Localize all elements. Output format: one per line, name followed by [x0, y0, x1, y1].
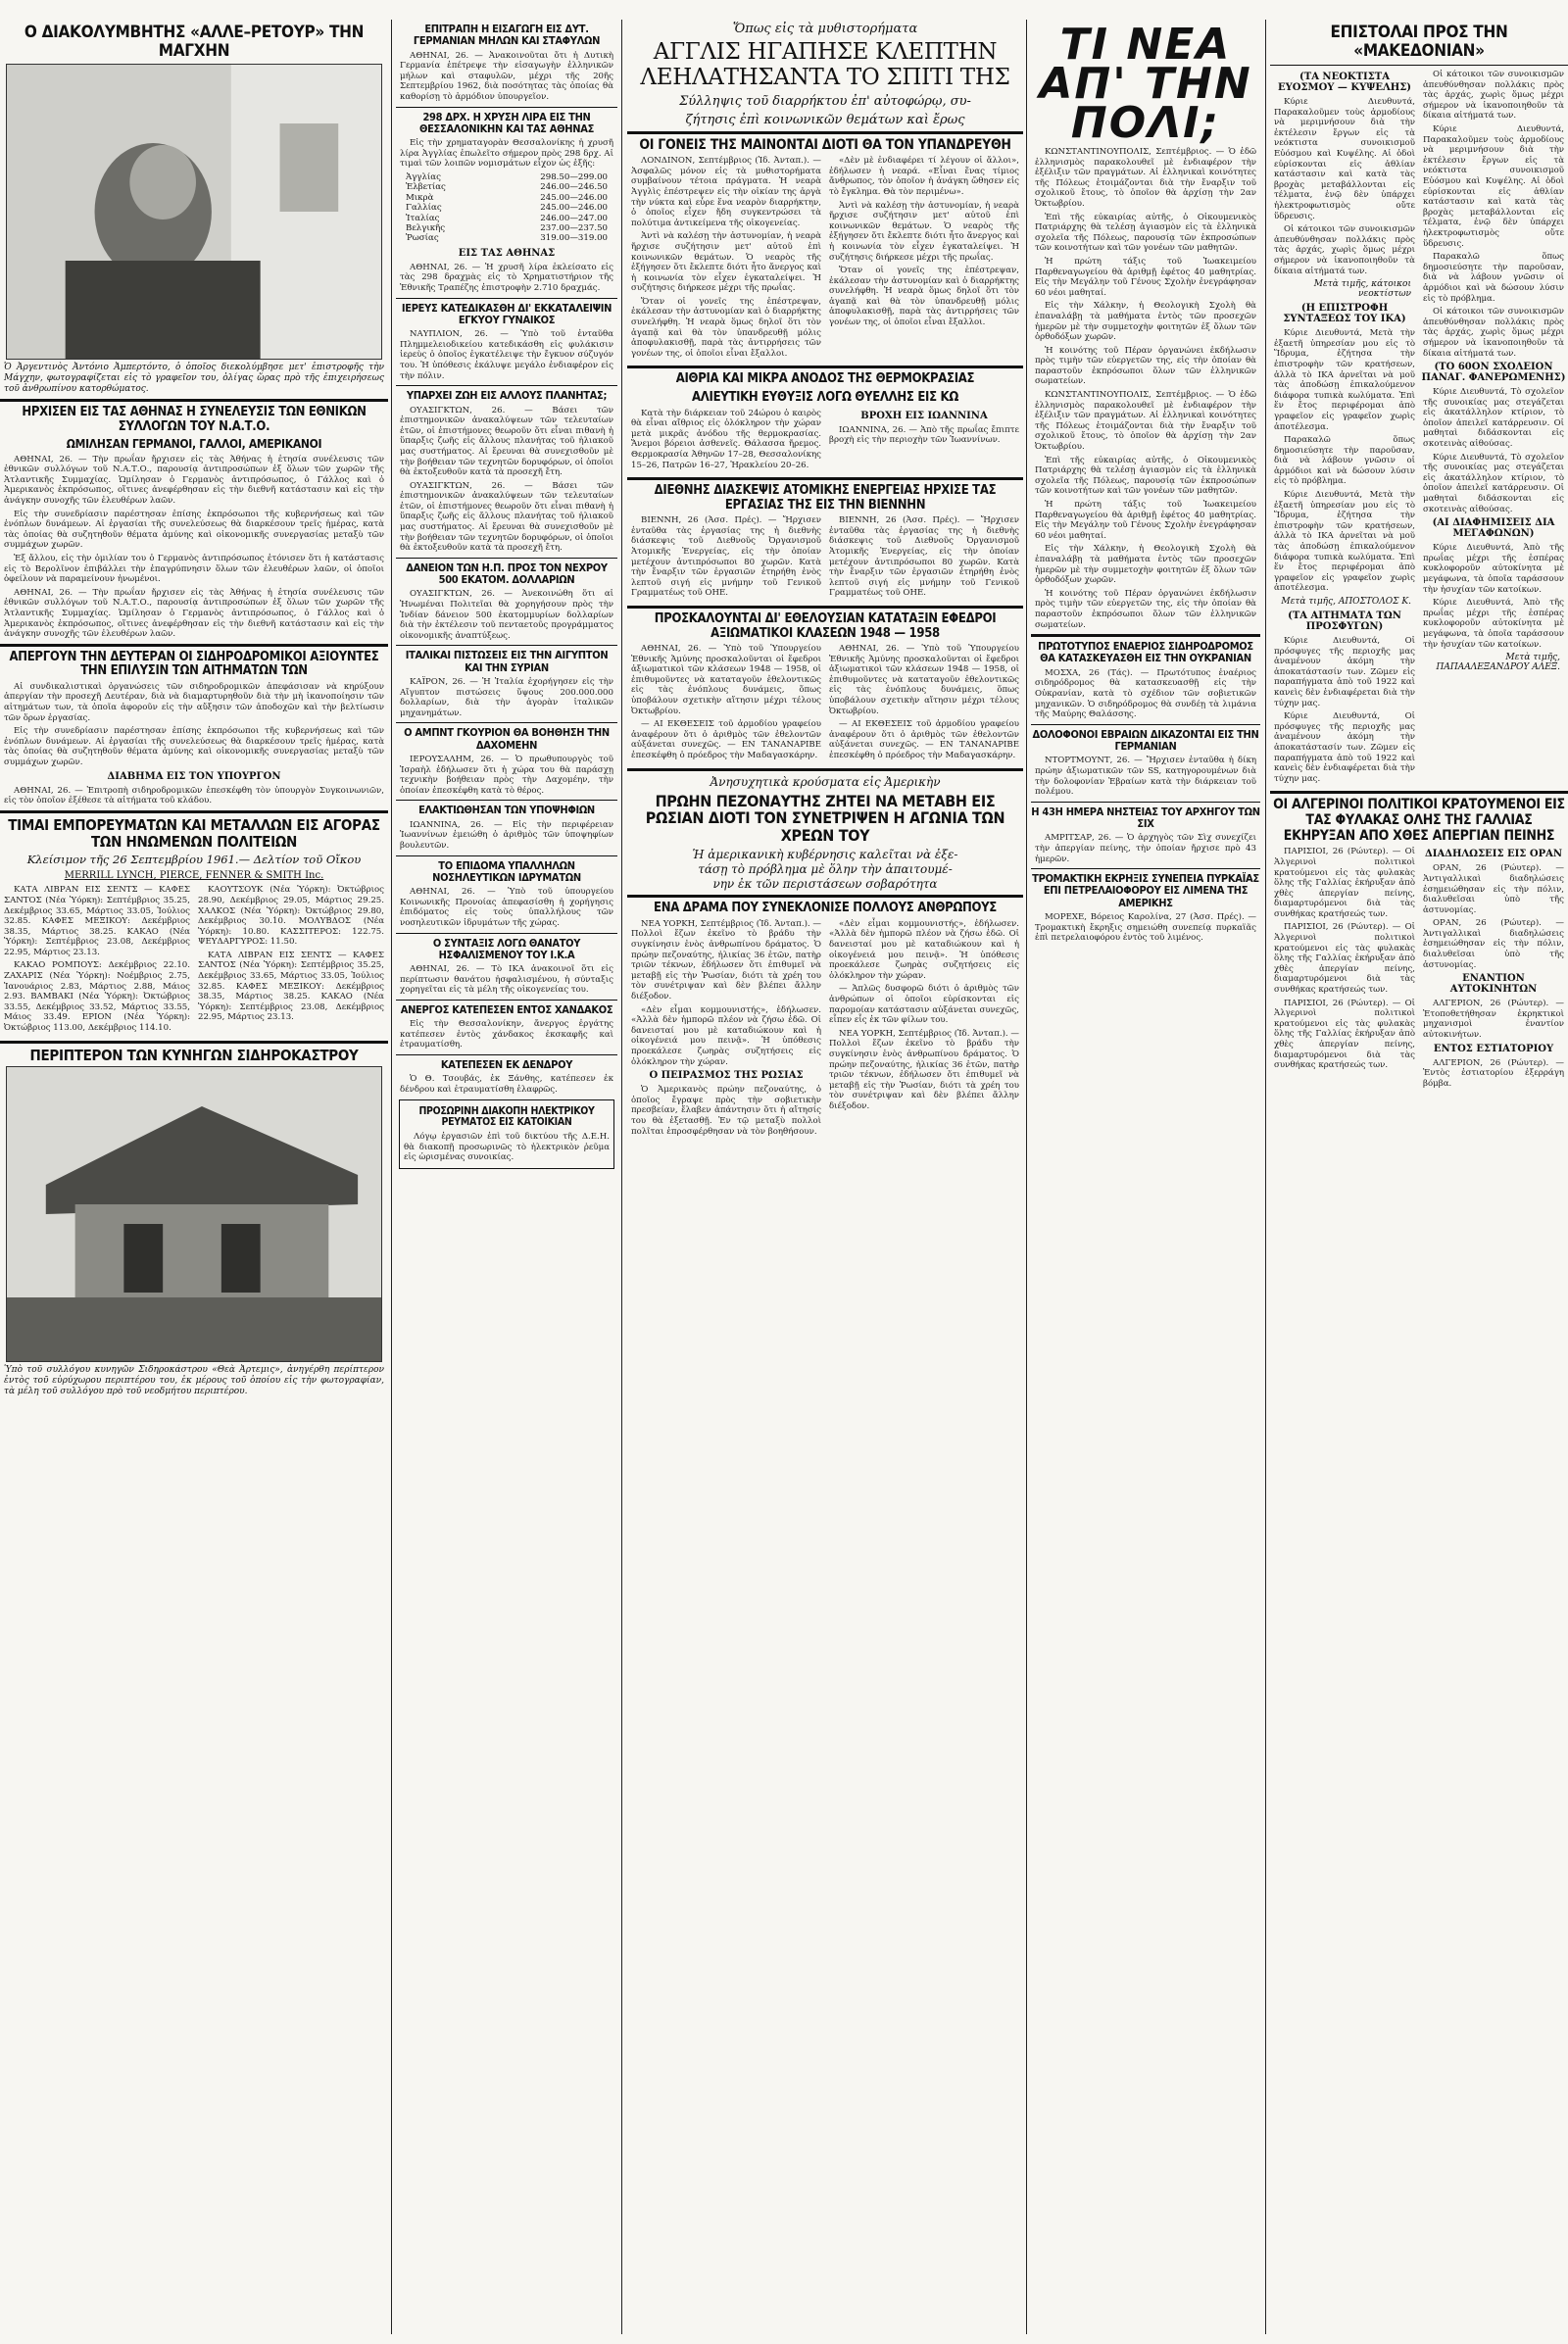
- article-paragraph: «Δὲν εἶμαι κομμουνιστής», ἐδήλωσεν. «Ἀλλὰ δὲν ἠμπορῶ πλέον νὰ ζήσω ἐδῶ. Οἱ δανεισταί μου μὲ καταδιώκουν καὶ ἡ οἰκογένειά μου πεινᾷ». Ἡ ὑπόθεσις προεκάλεσε ζωηρὰς συζητήσεις εἰς ὁλόκληρον τὴν χώραν.: [829, 918, 1019, 981]
- headline-candidates: ΕΛΑΚΤΙΩΘΗΣΑΝ ΤΩΝ ΥΠΟΨΗΦΙΩΝ: [418, 804, 595, 817]
- letter-paragraph: Κύριε Διευθυντά, Μετὰ τὴν ἐξαετῆ ὑπηρεσίαν μου εἰς τὸ Ἵδρυμα, ἐζήτησα τὴν ἐπιστροφὴν τῶν κρατήσεων, ἀλλὰ τὸ ΙΚΑ ἀρνεῖται νὰ μοῦ τὰς ἀποδώσῃ ἐπικαλούμενον διάφορα τυπικὰ κωλύματα. Ἐπὶ ἕν ἔτος περιφέρομαι ἀπὸ γραφεῖον εἰς γραφεῖον χωρὶς ἀποτέλεσμα.: [1274, 328, 1415, 432]
- article-paragraph: Ὁ Θ. Τσουβάς, ἐκ Ξάνθης, κατέπεσεν ἐκ δένδρου καὶ ἐτραυματίσθη ἐλαφρῶς.: [400, 1074, 613, 1095]
- article-paragraph: ΑΘΗΝΑΙ, 26. — Τὴν πρωΐαν ἤρχισεν εἰς τὰς Ἀθήνας ἡ ἐτησία συνέλευσις τῶν ἐθνικῶν συλλόγων τοῦ Ν.Α.Τ.Ο., παρουσίᾳ ἀντιπροσώπων ἐξ ὅλων τῶν χωρῶν τῆς Ἀτλαντικῆς Συμμαχίας. Ὡμίλησαν ὁ Γερμανὸς ἀντιπρόσωπος, ὁ Γάλλος καὶ ὁ Ἀμερικανὸς ἐκπρόσωπος, οἵτινες ἀνεφέρθησαν εἰς τὴν διεθνῆ κατάστασιν καὶ εἰς τὴν ἀνάγκην συνοχῆς τῶν ἐλευθέρων λαῶν.: [4, 454, 384, 506]
- headline-tree-fall: ΚΑΤΕΠΕΣΕΝ ΕΚ ΔΕΝΔΡΟΥ: [440, 1058, 573, 1072]
- headline-fishing: ΑΛΙΕΥΤΙΚΗ ΕΥΘΥΞΙΣ ΛΟΓΩ ΘΥΕΛΛΗΣ ΕΙΣ ΚΩ: [692, 390, 958, 405]
- letter-paragraph: Κύριε Διευθυντά, Ἀπὸ τῆς πρωΐας μέχρι τῆς ἑσπέρας κυκλοφοροῦν αὐτοκίνητα μὲ μεγάφωνα, τὰ ὁποῖα ταράσσουν τὴν ἡσυχίαν τῶν κατοίκων.: [1423, 543, 1564, 595]
- letter-paragraph: Κύριε Διευθυντά, Τὸ σχολεῖον τῆς συνοικίας μας στεγάζεται εἰς ἀκατάλληλον κτίριον, τὸ ὁποῖον ἀπειλεῖ κατάρρευσιν. Οἱ μαθηταὶ διδάσκονται εἰς σκοτεινὰς αἰθούσας.: [1423, 387, 1564, 450]
- column-5: [1270, 20, 1568, 2334]
- article-paragraph: Αἱ συνδικαλιστικαὶ ὀργανώσεις τῶν σιδηροδρομικῶν ἀπεφάσισαν νὰ κηρύξουν ἀπεργίαν τὴν προσεχῆ Δευτέραν, διὰ νὰ διαμαρτυρηθοῦν διὰ τὴν μὴ ἱκανοποίησιν τῶν αἰτημάτων των, τὰ ὁποῖα ἀφοροῦν εἰς τὴν αὔξησιν τῶν ἀποδοχῶν καὶ τὴν βελτίωσιν τῶν ὅρων ἐργασίας.: [4, 681, 384, 723]
- letter-paragraph: Παρακαλῶ ὅπως δημοσιεύσητε τὴν παροῦσαν, διὰ νὰ λάβουν γνῶσιν οἱ ἀρμόδιοι καὶ νὰ δώσουν λύσιν εἰς τὸ πρόβλημα.: [1423, 252, 1564, 304]
- headline-nato: ΗΡΧΙΣΕΝ ΕΙΣ ΤΑΣ ΑΘΗΝΑΣ Η ΣΥΝΕΛΕΥΣΙΣ ΤΩΝ ΕΘΝΙΚΩΝ ΣΥΛΛΟΓΩΝ ΤΟΥ Ν.Α.Τ.Ο.: [22, 405, 367, 434]
- headline-power-cut: ΠΡΟΣΩΡΙΝΗ ΔΙΑΚΟΠΗ ΗΛΕΚΤΡΙΚΟΥ ΡΕΥΜΑΤΟΣ ΕΙΣ ΚΑΤΟΙΚΙΑΝ: [418, 1104, 595, 1129]
- prices-paragraph: ΚΑΟΥΤΣΟΥΚ (Νέα Ὑόρκη): Ὀκτώβριος 28.90, Δεκέμβριος 29.05, Μάρτιος 29.25. ΧΑΛΚΟΣ (Νέα Ὑόρκη): Ὀκτώβριος 29.80, Δεκέμβριος 30.10. ΜΟΛΥΒΔΟΣ (Νέα Ὑόρκη): 10.80. ΚΑΣΣΙΤΕΡΟΣ: 122.75. ΨΕΥΔΑΡΓΥΡΟΣ: 11.50.: [198, 885, 384, 948]
- article-paragraph: Ἐξ ἄλλου, εἰς τὴν ὁμιλίαν του ὁ Γερμανὸς ἀντιπρόσωπος ἐτόνισεν ὅτι ἡ κατάστασις εἰς τὸ Βερολῖνον ἐπιβάλλει τὴν ἐπαγρύπνησιν ὅλων τῶν ἐλευθέρων λαῶν, οἱ ὁποῖοι ὀφείλουν νὰ παραμείνουν ἡνωμένοι.: [4, 553, 384, 585]
- article-paragraph: ΜΟΡΕΧΕ, Βόρειος Καρολίνα, 27 (Ἀσσ. Πρές). — Τρομακτικὴ ἔκρηξις σημειώθη συνεπείᾳ πυρκαϊᾶς ἐπὶ πετρελαιοφόρου ἐντὸς τοῦ λιμένος.: [1035, 912, 1256, 944]
- subhead-russia-3: νην ἐκ τῶν περιστάσεων σοβαρότητα: [712, 877, 938, 892]
- article-paragraph: Ὅταν οἱ γονεῖς της ἐπέστρεψαν, ἐκάλεσαν τὴν ἀστυνομίαν καὶ ὁ διαρρήκτης συνελήφθη. Ἡ νεαρὰ ὅμως δηλοῖ ὅτι τὸν ἀγαπᾷ καὶ θὰ τὸν ὑπανδρευθῇ μόλις ἀποφυλακισθῇ, παρὰ τὰς ἀντιρρήσεις τῶν γονέων της, οἱ ὁποῖοι εἶναι ἔξαλλοι.: [829, 266, 1019, 328]
- article-paragraph: ΑΘΗΝΑΙ, 26. — Ἡ χρυσῆ λίρα ἐκλείσατο εἰς τὰς 298 δραχμὰς εἰς τὸ Χρηματιστήριον τῆς Ἐθνικῆς Τραπέζης ἐπιστροφὴν 2.710 δραχμάς.: [400, 262, 613, 294]
- headline-loan: ΔΑΝΕΙΟΝ ΤΩΝ Η.Π. ΠΡΟΣ ΤΟΝ ΝΕΧΡΟΥ 500 ΕΚΑΤΟΜ. ΔΟΛΛΑΡΙΩΝ: [406, 561, 608, 587]
- subheading-temptation: Ο ΠΕΙΡΑΣΜΟΣ ΤΗΣ ΡΩΣΙΑΣ: [649, 1070, 804, 1082]
- headline-trial-germany: ΔΟΛΟΦΟΝΟΙ ΕΒΡΑΙΩΝ ΔΙΚΑΖΟΝΤΑΙ ΕΙΣ ΤΗΝ ΓΕΡΜΑΝΙΑΝ: [1032, 727, 1259, 754]
- headline-life-planets: ΥΠΑΡΧΕΙ ΖΩΗ ΕΙΣ ΑΛΛΟΥΣ ΠΛΑΝΗΤΑΣ;: [406, 389, 608, 403]
- letter-paragraph: Παρακαλῶ ὅπως δημοσιεύσητε τὴν παροῦσαν, διὰ νὰ λάβουν γνῶσιν οἱ ἀρμόδιοι καὶ νὰ δώσουν λύσιν εἰς τὸ πρόβλημα.: [1274, 435, 1415, 487]
- letter-paragraph: Κύριε Διευθυντά, Μετὰ τὴν ἐξαετῆ ὑπηρεσίαν μου εἰς τὸ Ἵδρυμα, ἐζήτησα τὴν ἐπιστροφὴν τῶν κρατήσεων, ἀλλὰ τὸ ΙΚΑ ἀρνεῖται νὰ μοῦ τὰς ἀποδώσῃ ἐπικαλούμενον διάφορα τυπικὰ κωλύματα. Ἐπὶ ἕν ἔτος περιφέρομαι ἀπὸ γραφεῖον εἰς γραφεῖον χωρὶς ἀποτέλεσμα.: [1274, 490, 1415, 594]
- photo-pavilion: [6, 1066, 382, 1362]
- headline-algerian-hunger-strike: ΟΙ ΑΛΓΕΡΙΝΟΙ ΠΟΛΙΤΙΚΟΙ ΚΡΑΤΟΥΜΕΝΟΙ ΕΙΣ ΤΑΣ ΦΥΛΑΚΑΣ ΟΛΗΣ ΤΗΣ ΓΑΛΛΙΑΣ ΕΚΗΡΥΞΑΝ ΑΠΟ ΧΘΕΣ ΑΠΕΡΓΙΑΝ ΠΕΙΝΗΣ: [1273, 797, 1565, 844]
- article-paragraph: Ἐπὶ τῆς εὐκαιρίας αὐτῆς, ὁ Οἰκουμενικὸς Πατριάρχης θὰ τελέσῃ ἁγιασμὸν εἰς τὰ ἑλληνικὰ σχολεῖα τῆς Πόλεως, παρουσίᾳ τῶν ἐκπροσώπων τῶν κοινοτήτων καὶ τῶν γονέων τῶν μαθητῶν.: [1035, 455, 1256, 497]
- subheading-restaurant: ΕΝΤΟΣ ΕΣΤΙΑΤΟΡΙΟΥ: [1433, 1043, 1554, 1054]
- letter-subject: (ΤΑ ΝΕΟΚΤΙΣΤΑ ΕΥΟΣΜΟΥ — ΚΥΨΕΛΗΣ): [1277, 72, 1411, 94]
- prices-paragraph: ΚΑΤΑ ΛΙΒΡΑΝ ΕΙΣ ΣΕΝΤΣ — ΚΑΦΕΣ ΣΑΝΤΟΣ (Νέα Ὑόρκη): Σεπτέμβριος 35.25, Δεκέμβριος 33.65, Μάρτιος 33.05, Ἰούλιος 32.85. ΚΑΦΕΣ ΜΕΞΙΚΟΥ: Δεκέμβριος 38.35, Μάρτιος 38.25. ΚΑΚΑΟ (Νέα Ὑόρκη): Σεπτέμβριος 23.08, Δεκέμβριος 22.95, Μάρτιος 23.13.: [198, 950, 384, 1023]
- letter-paragraph: Κύριε Διευθυντά, Παρακαλοῦμεν τοὺς ἀρμοδίους νὰ μεριμνήσουν διὰ τὴν ἐκτέλεσιν ἔργων εἰς τὰ νεόκτιστα συνοικισμοῦ Εὐόσμου καὶ Κυψέλης. Αἱ ὁδοὶ εὑρίσκονται εἰς ἀθλίαν κατάστασιν καὶ κατὰ τὰς βροχὰς μεταβάλλονται εἰς τέλματα, ἐνῷ δὲν ὑπάρχει ἠλεκτροφωτισμὸς οὔτε ὕδρευσις.: [1423, 124, 1564, 249]
- article-paragraph: Λόγῳ ἐργασιῶν ἐπὶ τοῦ δικτύου τῆς Δ.Ε.Η. θὰ διακοπῇ προσωρινῶς τὸ ἠλεκτρικὸν ῥεῦμα εἰς ὡρισμένας συνοικίας.: [404, 1132, 610, 1163]
- letter-subject: (ΤΑ ΑΙΤΗΜΑΤΑ ΤΩΝ ΠΡΟΣΦΥΓΩΝ): [1288, 610, 1401, 632]
- column-rule: [391, 20, 392, 2334]
- column-rule: [1026, 20, 1027, 2334]
- article-paragraph: Ἀντὶ νὰ καλέσῃ τὴν ἀστυνομίαν, ἡ νεαρὰ ἤρχισε συζήτησιν μετ' αὐτοῦ ἐπὶ κοινωνικῶν θεμάτων. Ὁ νεαρὸς τῆς ἐξήγησεν ὅτι ἔκλεπτε διότι ἦτο ἄνεργος καὶ ἡ κοινωνία τὸν εἶχεν ἐγκαταλείψει. Ἡ συζήτησις διήρκεσε μέχρι τῆς πρωΐας.: [829, 200, 1019, 263]
- article-paragraph: ΠΑΡΙΣΙΟΙ, 26 (Ρώυτερ). — Οἱ Ἀλγερινοὶ πολιτικοὶ κρατούμενοι εἰς τὰς φυλακὰς ὅλης τῆς Γαλλίας ἐκήρυξαν ἀπὸ χθὲς ἀπεργίαν πείνης, διαμαρτυρόμενοι διὰ τὰς συνθήκας κρατήσεώς των.: [1274, 847, 1415, 919]
- article-paragraph: ΛΟΝΔΙΝΟΝ, Σεπτέμβριος (Ἰδ. Ἀνταπ.). — Ἀσφαλῶς μόνον εἰς τὰ μυθιστορήματα συμβαίνουν τέτοια πράγματα. Ἡ νεαρὰ Ἀγγλὶς ἐπέστρεψεν εἰς τὴν οἰκίαν της ἀργὰ τὴν νύκτα καὶ εὗρε ἕνα νεαρὸν διαρρήκτην, ὁ ὁποῖος εἶχεν ἤδη συγκεντρώσει τὰ πολύτιμα ἀντικείμενα τῆς οἰκογενείας.: [631, 156, 821, 228]
- photo-swimmer: [6, 64, 382, 360]
- subheading-athens: ΕΙΣ ΤΑΣ ΑΘΗΝΑΣ: [458, 247, 556, 259]
- article-paragraph: ΟΡΑΝ, 26 (Ρώυτερ). — Ἀντιγαλλικαὶ διαδηλώσεις ἐσημειώθησαν εἰς τὴν πόλιν, διαλυθεῖσαι ὑπὸ τῆς ἀστυνομίας.: [1423, 918, 1564, 970]
- article-paragraph: Εἰς τὴν Θεσσαλονίκην, ἄνεργος ἐργάτης κατέπεσεν ἐντὸς χάνδακος ἐκσκαφῆς καὶ ἐτραυματίσθη.: [400, 1019, 613, 1050]
- article-paragraph: «Δὲν εἶμαι κομμουνιστής», ἐδήλωσεν. «Ἀλλὰ δὲν ἠμπορῶ πλέον νὰ ζήσω ἐδῶ. Οἱ δανεισταί μου μὲ καταδιώκουν καὶ ἡ οἰκογένειά μου πεινᾷ». Ἡ ὑπόθεσις προεκάλεσε ζωηρὰς συζητήσεις εἰς ὁλόκληρον τὴν χώραν.: [631, 1004, 821, 1067]
- headline-drama: ΕΝΑ ΔΡΑΜΑ ΠΟΥ ΣΥΝΕΚΛΟΝΙΣΕ ΠΟΛΛΟΥΣ ΑΝΘΡΩΠΟΥΣ: [654, 901, 997, 916]
- column-4: [1031, 20, 1260, 2334]
- article-paragraph: «Δὲν μὲ ἐνδιαφέρει τί λέγουν οἱ ἄλλοι», ἐδήλωσεν ἡ νεαρά. «Εἶναι ἕνας τίμιος ἄνθρωπος, τὸν ὁποῖον ἡ ἀνάγκη ὤθησεν εἰς τὸ ἔγκλημα. Θὰ τὸν περιμένω».: [829, 156, 1019, 197]
- headline-aerial-railway: ΠΡΩΤΟΤΥΠΟΣ ΕΝΑΕΡΙΟΣ ΣΙΔΗΡΟΔΡΟΜΟΣ ΘΑ ΚΑΤΑΣΚΕΥΑΣΘΗ ΕΙΣ ΤΗΝ ΟΥΚΡΑΝΙΑΝ: [1038, 640, 1253, 665]
- headline-ditch: ΑΝΕΡΓΟΣ ΚΑΤΕΠΕΣΕΝ ΕΝΤΟΣ ΧΑΝΔΑΚΟΣ: [400, 1002, 613, 1016]
- article-paragraph: ΑΘΗΝΑΙ, 26. — Ἐπιτροπὴ σιδηροδρομικῶν ἐπεσκέφθη τὸν ὑπουργὸν Συγκοινωνιῶν, εἰς τὸν ὁποῖον ἐξέθεσε τὰ αἰτήματα τοῦ κλάδου.: [4, 785, 384, 806]
- subhead-line-2: ζήτησις ἐπὶ κοινωνικῶν θεμάτων καὶ ἔρως: [685, 112, 965, 127]
- letter-paragraph: Κύριε Διευθυντά, Τὸ σχολεῖον τῆς συνοικίας μας στεγάζεται εἰς ἀκατάλληλον κτίριον, τὸ ὁποῖον ἀπειλεῖ κατάρρευσιν. Οἱ μαθηταὶ διδάσκονται εἰς σκοτεινὰς αἰθούσας.: [1423, 452, 1564, 514]
- article-paragraph: ΙΩΑΝΝΙΝΑ, 26. — Ἀπὸ τῆς πρωΐας ἔπιπτε βροχὴ εἰς τὴν περιοχὴν τῶν Ἰωαννίνων.: [829, 424, 1019, 446]
- article-paragraph: ΑΘΗΝΑΙ, 26. — Ὑπὸ τοῦ Ὑπουργείου Ἐθνικῆς Ἀμύνης προσκαλοῦνται οἱ ἔφεδροι ἀξιωματικοὶ τῶν κλάσεων 1948 — 1958, οἱ ἐπιθυμοῦντες νὰ καταταγοῦν ἐθελοντικῶς εἰς τὰς ἐνόπλους δυνάμεις, ὅπως ὑποβάλουν σχετικὴν αἴτησιν μέχρι τέλους Ὀκτωβρίου.: [631, 644, 821, 716]
- prices-paragraph: ΚΑΤΑ ΛΙΒΡΑΝ ΕΙΣ ΣΕΝΤΣ — ΚΑΦΕΣ ΣΑΝΤΟΣ (Νέα Ὑόρκη): Σεπτέμβριος 35.25, Δεκέμβριος 33.65, Μάρτιος 33.05, Ἰούλιος 32.85. ΚΑΦΕΣ ΜΕΞΙΚΟΥ: Δεκέμβριος 38.35, Μάρτιος 38.25. ΚΑΚΑΟ (Νέα Ὑόρκη): Σεπτέμβριος 23.08, Δεκέμβριος 22.95, Μάρτιος 23.13.: [4, 885, 190, 957]
- article-paragraph: ΜΟΣΧΑ, 26 (Τάς). — Πρωτότυπος ἐναέριος σιδηρόδρομος θὰ κατασκευασθῇ εἰς τὴν Οὐκρανίαν, κατὰ τὸ σχέδιον τῶν σοβιετικῶν μηχανικῶν. Ὁ σιδηρόδρομος θὰ συνδέῃ τὰ λιμάνια τῆς Μαύρης Θαλάσσης.: [1035, 667, 1256, 720]
- subhead-russia-2: τάσῃ τὸ πρόβλημα μὲ ὅλην τὴν ἀπαιτουμέ-: [698, 862, 953, 877]
- letter-paragraph: Οἱ κάτοικοι τῶν συνοικισμῶν ἀπευθύνθησαν πολλάκις πρὸς τὰς ἀρχάς, χωρὶς ὅμως μέχρι σήμερον νὰ ἱκανοποιηθοῦν τὰ δίκαια αἰτήματά των.: [1423, 307, 1564, 359]
- letter-paragraph: Οἱ κάτοικοι τῶν συνοικισμῶν ἀπευθύνθησαν πολλάκις πρὸς τὰς ἀρχάς, χωρὶς ὅμως μέχρι σήμερον νὰ ἱκανοποιηθοῦν τὰ δίκαια αἰτήματά των.: [1274, 224, 1415, 276]
- headline-apple-import: ΕΠΙΤΡΑΠΗ Η ΕΙΣΑΓΩΓΗ ΕΙΣ ΔΥΤ. ΓΕΡΜΑΝΙΑΝ ΜΗΛΩΝ ΚΑΙ ΣΤΑΦΥΛΩΝ: [413, 23, 601, 48]
- column-1: [0, 20, 388, 2334]
- subhead-line-1: Σύλληψις τοῦ διαρρήκτου ἐπ' αὐτοφώρῳ, συ-: [679, 93, 971, 109]
- article-paragraph: ΚΩΝΣΤΑΝΤΙΝΟΥΠΟΛΙΣ, Σεπτέμβριος. — Ὁ ἐδῶ ἑλληνισμὸς παρακολουθεῖ μὲ ἐνδιαφέρον τὴν ἐξέλιξιν τῶν πραγμάτων. Αἱ ἑλληνικαὶ κοινότητες τῆς Πόλεως ἑτοιμάζονται διὰ τὴν ἔναρξιν τοῦ σχολικοῦ ἔτους, τὸ ὁποῖον θὰ ἀρχίσῃ τὴν 2αν Ὀκτωβρίου.: [1035, 147, 1256, 209]
- article-paragraph: ΚΩΝΣΤΑΝΤΙΝΟΥΠΟΛΙΣ, Σεπτέμβριος. — Ὁ ἐδῶ ἑλληνισμὸς παρακολουθεῖ μὲ ἐνδιαφέρον τὴν ἐξέλιξιν τῶν πραγμάτων. Αἱ ἑλληνικαὶ κοινότητες τῆς Πόλεως ἑτοιμάζονται διὰ τὴν ἔναρξιν τοῦ σχολικοῦ ἔτους, τὸ ὁποῖον θὰ ἀρχίσῃ τὴν 2αν Ὀκτωβρίου.: [1035, 390, 1256, 453]
- article-paragraph: ΑΘΗΝΑΙ, 26. — Ὑπὸ τοῦ Ὑπουργείου Ἐθνικῆς Ἀμύνης προσκαλοῦνται οἱ ἔφεδροι ἀξιωματικοὶ τῶν κλάσεων 1948 — 1958, οἱ ἐπιθυμοῦντες νὰ καταταγοῦν ἐθελοντικῶς εἰς τὰς ἐνόπλους δυνάμεις, ὅπως ὑποβάλουν σχετικὴν αἴτησιν μέχρι τέλους Ὀκτωβρίου.: [829, 644, 1019, 716]
- article-paragraph: ΑΛΓΕΡΙΟΝ, 26 (Ρώυτερ). — Ἐτοποθετήθησαν ἐκρηκτικοὶ μηχανισμοὶ ἐναντίον αὐτοκινήτων.: [1423, 999, 1564, 1041]
- article-paragraph: ΚΑΪΡΟΝ, 26. — Ἡ Ἰταλία ἐχορήγησεν εἰς τὴν Αἴγυπτον πιστώσεις ὕψους 200.000.000 δολλαρίων, διὰ τὴν ἀγορὰν ἰταλικῶν μηχανημάτων.: [400, 677, 613, 718]
- headline-polis-news: ΤΙ ΝΕΑ ΑΠ' ΤΗΝ ΠΟΛΙ;: [1039, 20, 1252, 148]
- article-paragraph: Ἀντὶ νὰ καλέσῃ τὴν ἀστυνομίαν, ἡ νεαρὰ ἤρχισε συζήτησιν μετ' αὐτοῦ ἐπὶ κοινωνικῶν θεμάτων. Ὁ νεαρὸς τῆς ἐξήγησεν ὅτι ἔκλεπτε διότι ἦτο ἄνεργος καὶ ἡ κοινωνία τὸν εἶχεν ἐγκαταλείψει. Ἡ συζήτησις διήρκεσε μέχρι τῆς πρωΐας.: [631, 231, 821, 294]
- article-paragraph: ΝΑΥΠΛΙΟΝ, 26. — Ὑπὸ τοῦ ἐνταῦθα Πλημμελειοδικείου κατεδικάσθη εἰς φυλάκισιν ἱερεὺς ὁ ὁποῖος ἐγκατέλειψε τὴν ἔγκυον σύζυγόν του. Ἡ ὑπόθεσις ἐκάλυψε μεγάλο ἐνδιαφέρον εἰς τὴν πόλιν.: [400, 329, 613, 381]
- headline-priest: ΙΕΡΕΥΣ ΚΑΤΕΔΙΚΑΣΘΗ ΔΙ' ΕΚΚΑΤΑΛΕΙΨΙΝ ΕΓΚΥΟΥ ΓΥΝΑΙΚΟΣ: [401, 301, 612, 326]
- headline-ika-pension: Ο ΣΥΝΤΑΞΙΣ ΛΟΓΩ ΘΑΝΑΤΟΥ ΗΣΦΑΛΙΣΜΕΝΟΥ ΤΟΥ Ι.Κ.Α: [432, 936, 581, 961]
- article-paragraph: ΟΥΑΣΙΓΚΤΩΝ, 26. — Βάσει τῶν ἐπιστημονικῶν ἀνακαλύψεων τῶν τελευταίων ἐτῶν, οἱ ἐπιστήμονες θεωροῦν ὅτι εἶναι πιθανὴ ἡ ὕπαρξις ζωῆς εἰς ἄλλους πλανήτας τοῦ ἡλιακοῦ μας συστήματος. Αἱ ἔρευναι θὰ συνεχισθοῦν μὲ τὴν βοήθειαν τῶν τεχνητῶν δορυφόρων, οἱ ὁποῖοι θὰ ἐκτοξευθοῦν κατὰ τὰ προσεχῆ ἔτη.: [400, 480, 613, 554]
- article-paragraph: — ΑΙ ΕΚΘΕΣΕΙΣ τοῦ ἀρμοδίου γραφείου ἀναφέρουν ὅτι ὁ ἀριθμὸς τῶν ἐθελοντῶν αὐξάνεται συνεχῶς. — ΕΝ ΤΑΝΑΝΑΡΙΒΕ ἐπεσκέφθη ὁ πρόεδρος τὴν Μαδαγασκάρην.: [631, 719, 821, 760]
- article-paragraph: Ἐπὶ τῆς εὐκαιρίας αὐτῆς, ὁ Οἰκουμενικὸς Πατριάρχης θὰ τελέσῃ ἁγιασμὸν εἰς τὰ ἑλληνικὰ σχολεῖα τῆς Πόλεως, παρουσίᾳ τῶν ἐκπροσώπων τῶν κοινοτήτων καὶ τῶν γονέων τῶν μαθητῶν.: [1035, 212, 1256, 254]
- column-rule: [1265, 20, 1266, 2334]
- kicker-america: Ἀνησυχητικὰ κρούσματα εἰς Ἀμερικὴν: [710, 774, 941, 789]
- column-2: [396, 20, 617, 2334]
- headline-channel-swimmer: Ο ΔΙΑΚΟΛΥΜΒΗΤΗΣ «ΑΛΛΕ–ΡΕΤΟΥΡ» ΤΗΝ ΜΑΓΧΗΝ: [24, 23, 365, 62]
- article-paragraph: ΑΜΡΙΤΣΑΡ, 26. — Ὁ ἀρχηγὸς τῶν Σὶχ συνεχίζει τὴν ἀπεργίαν πείνης, τὴν ὁποίαν ἤρχισε πρὸ 43 ἡμερῶν.: [1035, 833, 1256, 864]
- kicker-novels: Ὅπως εἰς τὰ μυθιστορήματα: [732, 22, 918, 36]
- article-paragraph: ΙΩΑΝΝΙΝΑ, 26. — Εἰς τὴν περιφέρειαν Ἰωαννίνων ἐμειώθη ὁ ἀριθμὸς τῶν ὑποψηφίων βουλευτῶν.: [400, 819, 613, 851]
- article-paragraph: ΝΤΟΡΤΜΟΥΝΤ, 26. — Ἤρχισεν ἐνταῦθα ἡ δίκη πρώην ἀξιωματικῶν τῶν SS, κατηγορουμένων διὰ τὴν δολοφονίαν Ἑβραίων κατὰ τὴν διάρκειαν τοῦ πολέμου.: [1035, 756, 1256, 798]
- photo-swimmer-image: [7, 65, 381, 359]
- article-paragraph: Ἡ πρώτη τάξις τοῦ Ἰωακειμείου Παρθεναγωγείου θὰ ἀριθμῇ ἐφέτος 40 μαθητρίας. Εἰς τὴν Μεγάλην τοῦ Γένους Σχολὴν ἐνεγράφησαν 60 νέοι μαθηταί.: [1035, 256, 1256, 298]
- article-paragraph: ΑΘΗΝΑΙ, 26. — Τὴν πρωΐαν ἤρχισεν εἰς τὰς Ἀθήνας ἡ ἐτησία συνέλευσις τῶν ἐθνικῶν συλλόγων τοῦ Ν.Α.Τ.Ο., παρουσίᾳ ἀντιπροσώπων ἐξ ὅλων τῶν χωρῶν τῆς Ἀτλαντικῆς Συμμαχίας. Ὡμίλησαν ὁ Γερμανὸς ἀντιπρόσωπος, ὁ Γάλλος καὶ ὁ Ἀμερικανὸς ἐκπρόσωπος, οἵτινες ἀνεφέρθησαν εἰς τὴν διεθνῆ κατάστασιν καὶ εἰς τὴν ἀνάγκην συνοχῆς τῶν ἐλευθέρων λαῶν.: [4, 587, 384, 640]
- article-paragraph: ΑΛΓΕΡΙΟΝ, 26 (Ρώυτερ). — Ἐντὸς ἑστιατορίου ἐξερράγη βόμβα.: [1423, 1057, 1564, 1089]
- article-paragraph: Εἰς τὴν Χάλκην, ἡ Θεολογικὴ Σχολὴ θὰ ἐπαναλάβῃ τὰ μαθήματα ἐντὸς τῶν προσεχῶν ἡμερῶν μὲ τὴν συμμετοχὴν φοιτητῶν ἐξ ὅλων τῶν ὀρθοδόξων χωρῶν.: [1035, 544, 1256, 586]
- headline-weather: ΑΙΘΡΙΑ ΚΑΙ ΜΙΚΡΑ ΑΝΟΔΟΣ ΤΗΣ ΘΕΡΜΟΚΡΑΣΙΑΣ: [675, 371, 975, 387]
- letter-subject: (ΑΙ ΔΙΑΦΗΜΙΣΕΙΣ ΔΙΑ ΜΕΓΑΦΩΝΩΝ): [1432, 517, 1555, 540]
- article-paragraph: Εἰς τὴν Χάλκην, ἡ Θεολογικὴ Σχολὴ θὰ ἐπαναλάβῃ τὰ μαθήματα ἐντὸς τῶν προσεχῶν ἡμερῶν μὲ τὴν συμμετοχὴν φοιτητῶν ἐξ ὅλων τῶν ὀρθοδόξων χωρῶν.: [1035, 301, 1256, 343]
- article-paragraph: — Ἀπλῶς δυσφορῶ διότι ὁ ἀριθμὸς τῶν ἀνθρώπων οἱ ὁποῖοι εὑρίσκονται εἰς παρομοίαν κατάστασιν αὐξάνεται συνεχῶς, εἶπεν εἷς ἐκ τῶν φίλων του.: [829, 984, 1019, 1026]
- prices-broker: MERRILL LYNCH, PIERCE, FENNER & SMITH Inc.: [64, 870, 324, 882]
- article-paragraph: ΟΡΑΝ, 26 (Ρώυτερ). — Ἀντιγαλλικαὶ διαδηλώσεις ἐσημειώθησαν εἰς τὴν πόλιν, διαλυθεῖσαι ὑπὸ τῆς ἀστυνομίας.: [1423, 863, 1564, 915]
- headline-commodity-prices: ΤΙΜΑΙ ΕΜΠΟΡΕΥΜΑΤΩΝ ΚΑΙ ΜΕΤΑΛΛΩΝ ΕΙΣ ΑΓΟΡΑΣ ΤΩΝ ΗΝΩΜΕΝΩΝ ΠΟΛΙΤΕΙΩΝ: [8, 815, 380, 851]
- article-paragraph: ΠΑΡΙΣΙΟΙ, 26 (Ρώυτερ). — Οἱ Ἀλγερινοὶ πολιτικοὶ κρατούμενοι εἰς τὰς φυλακὰς ὅλης τῆς Γαλλίας ἐκήρυξαν ἀπὸ χθὲς ἀπεργίαν πείνης, διαμαρτυρόμενοι διὰ τὰς συνθήκας κρατήσεώς των.: [1274, 998, 1415, 1071]
- headline-tanker-explosion: ΤΡΟΜΑΚΤΙΚΗ ΕΚΡΗΞΙΣ ΣΥΝΕΠΕΙΑ ΠΥΡΚΑΪΑΣ ΕΠΙ ΠΕΤΡΕΛΑΙΟΦΟΡΟΥ ΕΙΣ ΛΙΜΕΝΑ ΤΗΣ ΑΜΕΡΙΚΗΣ: [1032, 872, 1259, 909]
- article-paragraph: ΙΕΡΟΥΣΑΛΗΜ, 26. — Ὁ πρωθυπουργὸς τοῦ Ἰσραὴλ ἐδήλωσεν ὅτι ἡ χώρα του θὰ παράσχῃ τεχνικὴν βοήθειαν πρὸς τὴν Δαχομέην, τὴν ὁποίαν ἐπεσκέφθη κατὰ τὸ θέρος.: [400, 755, 613, 796]
- headline-italian-credits: ΙΤΑΛΙΚΑΙ ΠΙΣΤΩΣΕΙΣ ΕΙΣ ΤΗΝ ΑΙΓΥΠΤΟΝ ΚΑΙ ΤΗΝ ΣΥΡΙΑΝ: [405, 649, 609, 674]
- headline-rail-strike: ΑΠΕΡΓΟΥΝ ΤΗΝ ΔΕΥΤΕΡΑΝ ΟΙ ΣΙΔΗΡΟΔΡΟΜΙΚΟΙ ΑΞΙΟΥΝΤΕΣ ΤΗΝ ΕΠΙΛΥΣΙΝ ΤΩΝ ΑΙΤΗΜΑΤΩΝ ΤΩΝ: [9, 649, 379, 679]
- letter-signature: Μετὰ τιμῆς, ΑΠΟΣΤΟΛΟΣ Κ.: [1281, 597, 1411, 607]
- letter-subject: (Η ΕΠΙΣΤΡΟΦΗ ΣΥΝΤΑΞΕΩΣ ΤΟΥ ΙΚΑ): [1283, 303, 1406, 325]
- headline-letters: ΕΠΙΣΤΟΛΑΙ ΠΡΟΣ ΤΗΝ «ΜΑΚΕΔΟΝΙΑΝ»: [1330, 23, 1508, 62]
- article-paragraph: Εἰς τὴν συνεδρίασιν παρέστησαν ἐπίσης ἐκπρόσωποι τῆς κυβερνήσεως καὶ τῶν ἐνόπλων δυνάμεων. Αἱ ἐργασίαι τῆς συνελεύσεως θὰ διαρκέσουν τρεῖς ἡμέρας, κατὰ τὰς ὁποίας θὰ συζητηθοῦν θέματα ἀμύνης καὶ οἰκονομικῆς συνεργασίας μεταξὺ τῶν συμμάχων χωρῶν.: [4, 509, 384, 551]
- headline-sikh-fast: Η 43Η ΗΜΕΡΑ ΝΗΣΤΕΙΑΣ ΤΟΥ ΑΡΧΗΓΟΥ ΤΩΝ ΣΙΧ: [1031, 805, 1260, 831]
- article-paragraph: Ὅταν οἱ γονεῖς της ἐπέστρεψαν, ἐκάλεσαν τὴν ἀστυνομίαν καὶ ὁ διαρρήκτης συνελήφθη. Ἡ νεαρὰ ὅμως δηλοῖ ὅτι τὸν ἀγαπᾷ καὶ θὰ τὸν ὑπανδρευθῇ μόλις ἀποφυλακισθῇ, παρὰ τὰς ἀντιρρήσεις τῶν γονέων της, οἱ ὁποῖοι εἶναι ἔξαλλοι.: [631, 296, 821, 359]
- letter-signature: Μετὰ τιμῆς, ΠΑΠΑΑΛΕΞΑΝΔΡΟΥ ΑΛΕΞ.: [1436, 653, 1560, 673]
- letter-paragraph: Οἱ κάτοικοι τῶν συνοικισμῶν ἀπευθύνθησαν πολλάκις πρὸς τὰς ἀρχάς, χωρὶς ὅμως μέχρι σήμερον νὰ ἱκανοποιηθοῦν τὰ δίκαια αἰτήματά των.: [1423, 70, 1564, 122]
- prices-paragraph: ΚΑΚΑΟ ΡΟΜΠΟΥΣ: Δεκέμβριος 22.10. ΖΑΧΑΡΙΣ (Νέα Ὑόρκη): Νοέμβριος 2.75, Ἰανουάριος 2.83, Μάρτιος 2.88, Μάιος 2.93. ΒΑΜΒΑΚΙ (Νέα Ὑόρκη): Ὀκτώβριος 33.55, Δεκέμβριος 33.52, Μάρτιος 33.55, Μάιος 33.49. ΕΡΙΟΝ (Νέα Ὑόρκη): Ὀκτώβριος 113.00, Δεκέμβριος 114.10.: [4, 960, 190, 1034]
- article-paragraph: ΑΘΗΝΑΙ, 26. — Τὸ ΙΚΑ ἀνακοινοῖ ὅτι εἰς περίπτωσιν θανάτου ἠσφαλισμένου, ἡ σύνταξις χορηγεῖται εἰς τὰ μέλη τῆς οἰκογενείας του.: [400, 964, 613, 996]
- article-paragraph: ΠΑΡΙΣΙΟΙ, 26 (Ρώυτερ). — Οἱ Ἀλγερινοὶ πολιτικοὶ κρατούμενοι εἰς τὰς φυλακὰς ὅλης τῆς Γαλλίας ἐκήρυξαν ἀπὸ χθὲς ἀπεργίαν πείνης, διαμαρτυρόμενοι διὰ τὰς συνθήκας κρατήσεώς των.: [1274, 922, 1415, 996]
- headline-reserve-officers: ΠΡΟΣΚΑΛΟΥΝΤΑΙ ΔΙ' ΕΘΕΛΟΥΣΙΑΝ ΚΑΤΑΤΑΞΙΝ ΕΦΕΔΡΟΙ ΑΞΙΩΜΑΤΙΚΟΙ ΚΛΑΣΕΩΝ 1948 — 1958: [654, 610, 997, 641]
- article-paragraph: ΝΕΑ ΥΟΡΚΗ, Σεπτέμβριος (Ἰδ. Ἀνταπ.). — Πολλοὶ ἔζων ἐκεῖνο τὸ βράδυ τὴν συγκίνησιν ἑνὸς ἀνθρωπίνου δράματος. Ὁ πρώην πεζοναύτης, ἠλικίας 36 ἐτῶν, πατὴρ τριῶν τέκνων, ἐδήλωσεν ὅτι ἐπιθυμεῖ νὰ μεταβῇ εἰς τὴν Ῥωσίαν, διότι τὰ χρέη του τὸν συνέτριψαν καὶ δὲν βλέπει ἄλλην διέξοδον.: [631, 918, 821, 1001]
- headline-gold-sovereign: 298 ΔΡΧ. Η ΧΡΥΣΗ ΛΙΡΑ ΕΙΣ ΤΗΝ ΘΕΣΣΑΛΟΝΙΚΗΝ ΚΑΙ ΤΑΣ ΑΘΗΝΑΣ: [418, 110, 595, 135]
- article-paragraph: Εἰς τὴν συνεδρίασιν παρέστησαν ἐπίσης ἐκπρόσωποι τῆς κυβερνήσεως καὶ τῶν ἐνόπλων δυνάμεων. Αἱ ἐργασίαι τῆς συνελεύσεως θὰ διαρκέσουν τρεῖς ἡμέρας, κατὰ τὰς ὁποίας θὰ συζητηθοῦν θέματα ἀμύνης καὶ οἰκονομικῆς συνεργασίας μεταξὺ τῶν συμμάχων χωρῶν.: [4, 726, 384, 767]
- headline-thief-love: ΑΓΓΛΙΣ ΗΓΑΠΗΣΕ ΚΛΕΠΤΗΝ ΛΕΗΛΑΤΗΣΑΝΤΑ ΤΟ ΣΠΙΤΙ ΤΗΣ: [640, 39, 1010, 90]
- subheading-cars: ΕΝΑΝΤΙΟΝ ΑΥΤΟΚΙΝΗΤΩΝ: [1449, 973, 1538, 996]
- column-rule: [621, 20, 622, 2334]
- headline-parents: ΟΙ ΓΟΝΕΙΣ ΤΗΣ ΜΑΙΝΟΝΤΑΙ ΔΙΟΤΙ ΘΑ ΤΟΝ ΥΠΑΝΔΡΕΥΘΗ: [639, 136, 1011, 153]
- letter-paragraph: Κύριε Διευθυντά, Ἀπὸ τῆς πρωΐας μέχρι τῆς ἑσπέρας κυκλοφοροῦν αὐτοκίνητα μὲ μεγάφωνα, τὰ ὁποῖα ταράσσουν τὴν ἡσυχίαν τῶν κατοίκων.: [1423, 598, 1564, 650]
- gold-price-table: Ἀγγλίας 298.50—299.00 Ἑλβετίας 246.00—246.50 Μικρὰ 245.00—246.00 Γαλλίας 245.00—246.00 Ἰταλίας 246.00—247.00 Βελγικῆς 237.00—237.50 Ῥωσίας 319.00—319.00: [406, 172, 608, 244]
- photo-pavilion-image: [7, 1067, 381, 1361]
- prices-date-line: Κλείσιμον τῆς 26 Σεπτεμβρίου 1961.— Δελτίον τοῦ Οἴκου: [26, 853, 362, 867]
- headline-nurses: ΤΟ ΕΠΙΔΟΜΑ ΥΠΑΛΛΗΛΩΝ ΝΟΣΗΛΕΥΤΙΚΩΝ ΙΔΡΥΜΑΤΩΝ: [432, 858, 581, 884]
- subheading-oran: ΔΙΑΔΗΛΩΣΕΙΣ ΕΙΣ ΟΡΑΝ: [1425, 849, 1562, 860]
- headline-atomic: ΔΙΕΘΝΗΣ ΔΙΑΣΚΕΨΙΣ ΑΤΟΜΙΚΗΣ ΕΝΕΡΓΕΙΑΣ ΗΡΧΙΣΕ ΤΑΣ ΕΡΓΑΣΙΑΣ ΤΗΣ ΕΙΣ ΤΗΝ ΒΙΕΝΝΗΝ: [654, 483, 997, 513]
- letter-signature: Μετὰ τιμῆς, κάτοικοι νεοκτίστων: [1313, 279, 1411, 300]
- headline-dahomey: Ο ΑΜΠΝΤ ΓΚΟΥΡΙΟΝ ΘΑ ΒΟΗΘΗΣΗ ΤΗΝ ΔΑΧΟΜΕΗΝ: [404, 726, 610, 752]
- subheading-minister: ΔΙΑΒΗΜΑ ΕΙΣ ΤΟΝ ΥΠΟΥΡΓΟΝ: [107, 770, 281, 782]
- letter-paragraph: Κύριε Διευθυντά, Οἱ πρόσφυγες τῆς περιοχῆς μας ἀναμένουν ἀκόμη τὴν ἀποκατάστασίν των. Ζῶμεν εἰς παραπήγματα ἀπὸ τοῦ 1922 καὶ κανεὶς δὲν ἐνδιαφέρεται διὰ τὴν τύχην μας.: [1274, 711, 1415, 784]
- photo-swimmer-caption: Ὁ Ἀργεντινὸς Ἀντόνιο Ἀμπερτόντο, ὁ ὁποῖος διεκολύμβησε μετ' ἐπιστροφῆς τὴν Μάγχην, φωτογραφίζεται εἰς τὸ γραφεῖον του, ὀλίγας ὥρας πρὸ τῆς ἐπιχειρήσεως τοῦ ἀνθρωπίνου κατορθώματος.: [4, 363, 384, 395]
- letter-subject: (ΤΟ 60ΟΝ ΣΧΟΛΕΙΟΝ ΠΑΝΑΓ. ΦΑΝΕΡΩΜΕΝΗΣ): [1421, 362, 1566, 384]
- letter-paragraph: Κύριε Διευθυντά, Οἱ πρόσφυγες τῆς περιοχῆς μας ἀναμένουν ἀκόμη τὴν ἀποκατάστασίν των. Ζῶμεν εἰς παραπήγματα ἀπὸ τοῦ 1922 καὶ κανεὶς δὲν ἐνδιαφέρεται διὰ τὴν τύχην μας.: [1274, 636, 1415, 708]
- letter-paragraph: Κύριε Διευθυντά, Παρακαλοῦμεν τοὺς ἀρμοδίους νὰ μεριμνήσουν διὰ τὴν ἐκτέλεσιν ἔργων εἰς τὰ νεόκτιστα συνοικισμοῦ Εὐόσμου καὶ Κυψέλης. Αἱ ὁδοὶ εὑρίσκονται εἰς ἀθλίαν κατάστασιν καὶ κατὰ τὰς βροχὰς μεταβάλλονται εἰς τέλματα, ἐνῷ δὲν ὑπάρχει ἠλεκτροφωτισμὸς οὔτε ὕδρευσις.: [1274, 97, 1415, 221]
- subheading-rain: ΒΡΟΧΗ ΕΙΣ ΙΩΑΝΝΙΝΑ: [860, 410, 988, 421]
- article-paragraph: ΑΘΗΝΑΙ, 26. — Ἀνακοινοῦται ὅτι ἡ Δυτικὴ Γερμανία ἐπέτρεψε τὴν εἰσαγωγὴν ἑλληνικῶν μήλων καὶ σταφυλῶν, μέχρι τῆς 20ῆς Σεπτεμβρίου 1962, διὰ ποσότητας τὰς ὁποίας θὰ καθορίσῃ τὸ ἀρμόδιον ὑπουργεῖον.: [400, 50, 613, 102]
- article-paragraph: ΟΥΑΣΙΓΚΤΩΝ, 26. — Ἀνεκοινώθη ὅτι αἱ Ἡνωμέναι Πολιτεῖαι θὰ χορηγήσουν πρὸς τὴν Ἰνδίαν δάνειον 500 ἑκατομμυρίων δολλαρίων διὰ τὴν ἐκτέλεσιν τοῦ πενταετοῦς προγράμματος οἰκονομικῆς ἀναπτύξεως.: [400, 589, 613, 641]
- article-paragraph: ΑΘΗΝΑΙ, 26. — Ὑπὸ τοῦ ὑπουργείου Κοινωνικῆς Προνοίας ἀπεφασίσθη ἡ χορήγησις ἐπιδόματος εἰς τοὺς ὑπαλλήλους τῶν νοσηλευτικῶν ἱδρυμάτων τῆς χώρας.: [400, 887, 613, 928]
- article-paragraph: ΝΕΑ ΥΟΡΚΗ, Σεπτέμβριος (Ἰδ. Ἀνταπ.). — Πολλοὶ ἔζων ἐκεῖνο τὸ βράδυ τὴν συγκίνησιν ἑνὸς ἀνθρωπίνου δράματος. Ὁ πρώην πεζοναύτης, ἠλικίας 36 ἐτῶν, πατὴρ τριῶν τέκνων, ἐδήλωσεν ὅτι ἐπιθυμεῖ νὰ μεταβῇ εἰς τὴν Ῥωσίαν, διότι τὰ χρέη του τὸν συνέτριψαν καὶ δὲν βλέπει ἄλλην διέξοδον.: [829, 1028, 1019, 1111]
- article-paragraph: Κατὰ τὴν διάρκειαν τοῦ 24ώρου ὁ καιρὸς θὰ εἶναι αἴθριος εἰς ὁλόκληρον τὴν χώραν μετὰ μικρᾶς ἀνόδου τῆς θερμοκρασίας. Ἄνεμοι βόρειοι ἀσθενεῖς. Θάλασσα ἤρεμος. Θερμοκρασία Ἀθηνῶν 17–28, Θεσσαλονίκης 15–26, Πατρῶν 16–27, Ἡρακλείου 20–26.: [631, 408, 821, 470]
- subheadline-nato: ΩΜΙΛΗΣΑΝ ΓΕΡΜΑΝΟΙ, ΓΑΛΛΟΙ, ΑΜΕΡΙΚΑΝΟΙ: [66, 437, 322, 452]
- headline-hunters-pavilion: ΠΕΡΙΠΤΕΡΟΝ ΤΩΝ ΚΥΝΗΓΩΝ ΣΙΔΗΡΟΚΑΣΤΡΟΥ: [29, 1046, 359, 1064]
- article-paragraph: — ΑΙ ΕΚΘΕΣΕΙΣ τοῦ ἀρμοδίου γραφείου ἀναφέρουν ὅτι ὁ ἀριθμὸς τῶν ἐθελοντῶν αὐξάνεται συνεχῶς. — ΕΝ ΤΑΝΑΝΑΡΙΒΕ ἐπεσκέφθη ὁ πρόεδρος τὴν Μαδαγασκάρην.: [829, 719, 1019, 760]
- photo-pavilion-caption: Ὑπὸ τοῦ συλλόγου κυνηγῶν Σιδηροκάστρου «Θεὰ Ἀρτεμις», ἀνηγέρθη περίπτερον ἐντὸς τοῦ εὐρύχωρου περιπτέρου του, ἐκ μέρους τοῦ ὁποίου εἰς τὴν φωτογραφίαν, τὰ μέλη τοῦ συλλόγου πρὸ τοῦ νεοδμήτου περιπτέρου.: [4, 1365, 384, 1397]
- article-paragraph: Εἰς τὴν χρηματαγορὰν Θεσσαλονίκης ἡ χρυσῆ λίρα Ἀγγλίας ἐπωλεῖτο σήμερον πρὸς 298 δρχ. Αἱ τιμαὶ τῶν λοιπῶν νομισμάτων εἶχον ὡς ἑξῆς:: [400, 138, 613, 170]
- headline-marine-russia: ΠΡΩΗΝ ΠΕΖΟΝΑΥΤΗΣ ΖΗΤΕΙ ΝΑ ΜΕΤΑΒΗ ΕΙΣ ΡΩΣΙΑΝ ΔΙΟΤΙ ΤΟΝ ΣΥΝΕΤΡΙΨΕΝ Η ΑΓΩΝΙΑ ΤΩΝ ΧΡΕΩΝ ΤΟΥ: [645, 791, 1005, 846]
- article-paragraph: ΒΙΕΝΝΗ, 26 (Ἀσσ. Πρές). — Ἤρχισεν ἐνταῦθα τὰς ἐργασίας της ἡ διεθνὴς διάσκεψις τοῦ Διεθνοῦς Ὀργανισμοῦ Ἀτομικῆς Ἐνεργείας, εἰς τὴν ὁποίαν μετέχουν ἀντιπρόσωποι 80 χωρῶν. Κατὰ τὴν ἔναρξιν τῶν ἐργασιῶν ἐτηρήθη ἑνὸς λεπτοῦ σιγή εἰς μνήμην τοῦ Γενικοῦ Γραμματέως τοῦ ΟΗΕ.: [631, 515, 821, 599]
- article-paragraph: Ἡ κοινότης τοῦ Πέραν ὀργανώνει ἐκδήλωσιν πρὸς τιμὴν τῶν εὐεργετῶν της, εἰς τὴν ὁποίαν θὰ παραστοῦν ἐκπρόσωποι ὅλων τῶν ἑλληνικῶν σωματείων.: [1035, 345, 1256, 387]
- article-paragraph: Ἡ πρώτη τάξις τοῦ Ἰωακειμείου Παρθεναγωγείου θὰ ἀριθμῇ ἐφέτος 40 μαθητρίας. Εἰς τὴν Μεγάλην τοῦ Γένους Σχολὴν ἐνεγράφησαν 60 νέοι μαθηταί.: [1035, 500, 1256, 541]
- article-paragraph: Ἡ κοινότης τοῦ Πέραν ὀργανώνει ἐκδήλωσιν πρὸς τιμὴν τῶν εὐεργετῶν της, εἰς τὴν ὁποίαν θὰ παραστοῦν ἐκπρόσωποι ὅλων τῶν ἑλληνικῶν σωματείων.: [1035, 588, 1256, 630]
- article-paragraph: ΒΙΕΝΝΗ, 26 (Ἀσσ. Πρές). — Ἤρχισεν ἐνταῦθα τὰς ἐργασίας της ἡ διεθνὴς διάσκεψις τοῦ Διεθνοῦς Ὀργανισμοῦ Ἀτομικῆς Ἐνεργείας, εἰς τὴν ὁποίαν μετέχουν ἀντιπρόσωποι 80 χωρῶν. Κατὰ τὴν ἔναρξιν τῶν ἐργασιῶν ἐτηρήθη ἑνὸς λεπτοῦ σιγή εἰς μνήμην τοῦ Γενικοῦ Γραμματέως τοῦ ΟΗΕ.: [829, 515, 1019, 599]
- subhead-russia-1: Ἡ ἀμερικανικὴ κυβέρνησις καλεῖται νὰ ἐξε-: [692, 848, 958, 862]
- article-paragraph: Ὁ Ἀμερικανὸς πρώην πεζοναύτης, ὁ ὁποῖος ἔγραψε πρὸς τὴν σοβιετικὴν πρεσβείαν, ἔλαβεν ἀπάντησιν ὅτι ἡ αἴτησίς του θὰ ἐξετασθῇ. Ἐν τῷ μεταξὺ πολλοὶ πολῖται ἐπροσφέρθησαν νὰ τὸν βοηθήσουν.: [631, 1085, 821, 1137]
- column-3: [627, 20, 1023, 2334]
- article-paragraph: ΟΥΑΣΙΓΚΤΩΝ, 26. — Βάσει τῶν ἐπιστημονικῶν ἀνακαλύψεων τῶν τελευταίων ἐτῶν, οἱ ἐπιστήμονες θεωροῦν ὅτι εἶναι πιθανὴ ἡ ὕπαρξις ζωῆς εἰς ἄλλους πλανήτας τοῦ ἡλιακοῦ μας συστήματος. Αἱ ἔρευναι θὰ συνεχισθοῦν μὲ τὴν βοήθειαν τῶν τεχνητῶν δορυφόρων, οἱ ὁποῖοι θὰ ἐκτοξευθοῦν κατὰ τὰ προσεχῆ ἔτη.: [400, 405, 613, 478]
